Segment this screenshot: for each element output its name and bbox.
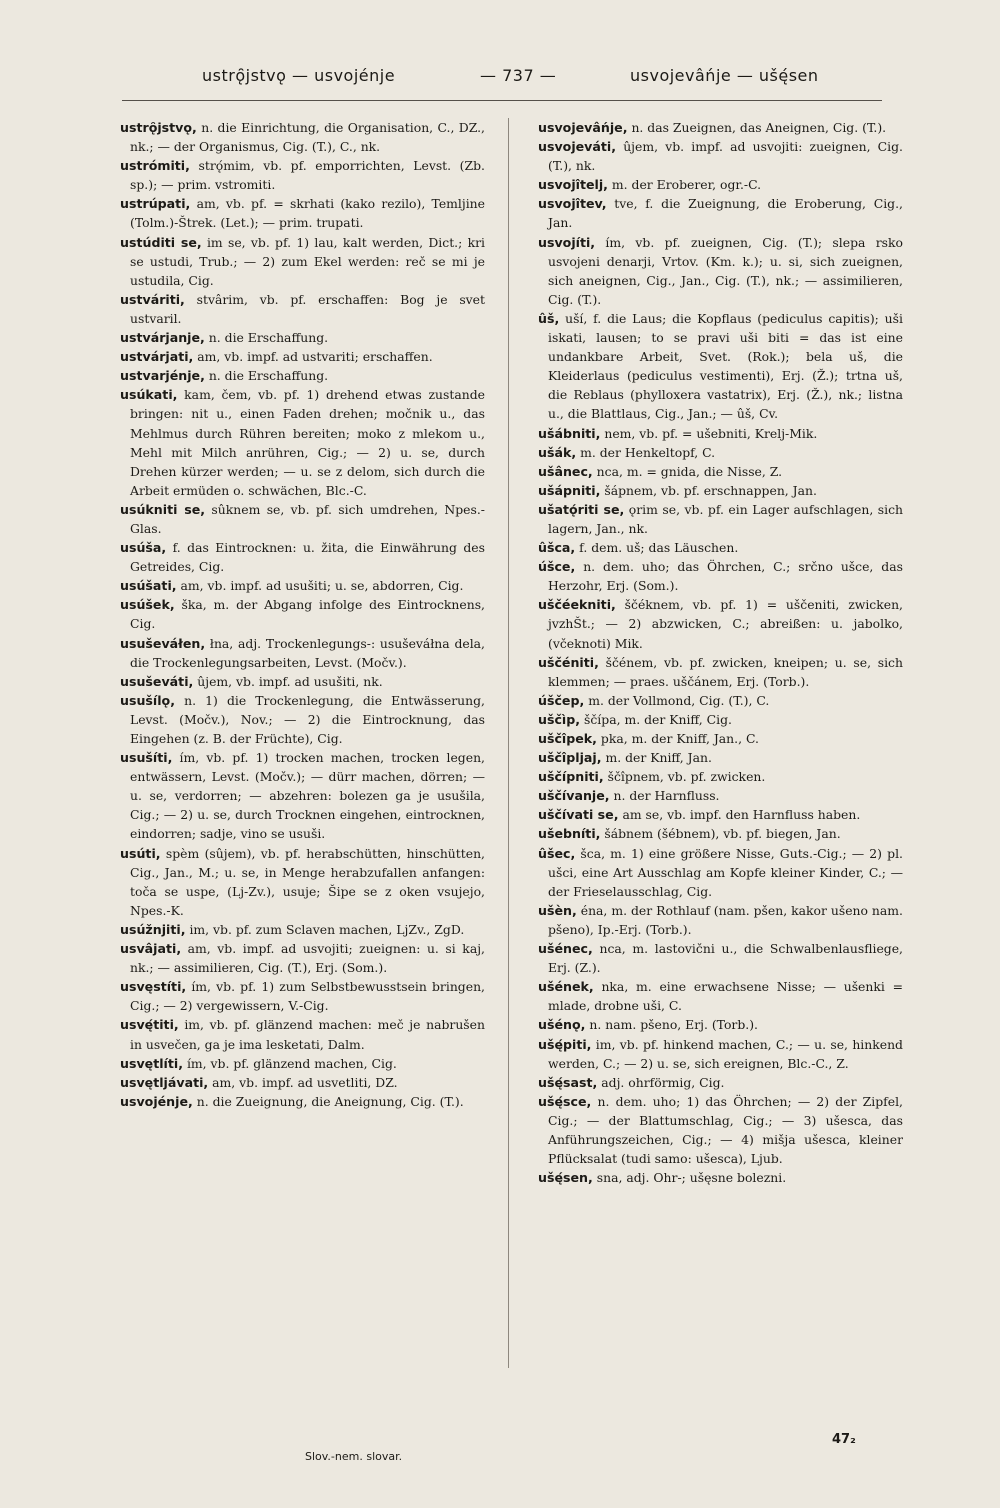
entry-body: ščípa, m. der Kniff, Cig. <box>584 711 732 727</box>
entry-headword: ustrǫ̑jstvǫ, <box>120 120 197 135</box>
dictionary-entry <box>538 786 903 805</box>
entry-body: f. das Eintrocknen: u. žita, die Einwährung des Getreides, Cig. <box>130 540 485 575</box>
dictionary-entry <box>120 634 485 672</box>
entry-body: ím, vb. pf. zueignen, Cig. (T.); slepa rsko usvojeni denarji, Vrtov. (Km. k.); u. si, sich zueignen, sich aneignen, Cig., Jan., Cig. (T.), nk.; — assimilieren, Cig. (T.). <box>548 234 903 307</box>
entry-headword: úšce, <box>538 559 576 575</box>
dictionary-entry <box>538 194 903 232</box>
entry-headword: ušák, <box>538 444 577 460</box>
entry-body: ûjem, vb. impf. ad usvojiti: zueignen, Cig. (T.), nk. <box>548 139 903 174</box>
entry-headword: usvâjati, <box>120 941 182 957</box>
dictionary-entry <box>538 691 903 710</box>
dictionary-entry <box>538 538 903 557</box>
entry-headword: ušénǫ, <box>538 1017 586 1033</box>
entry-body: nem, vb. pf. = ušebniti, Krelj-Mik. <box>604 425 818 441</box>
entry-headword: ušebníti, <box>538 826 601 842</box>
entry-body: ščéknem, vb. pf. 1) = uščeniti, zwicken, jvzhŠt.; — 2) abzwicken, C.; abreißen: u. jabolko, (včeknoti) Mik. <box>548 597 903 651</box>
entry-body: ím, vb. pf. 1) trocken machen, trocken legen, entwässern, Levst. (Močv.); — dürr machen, dörren; — u. se, verdorren; — abzehren: bolezen ga je usušila, Cig.; — 2) u. se, durch Trocknen eingehen, eintrocknen, eindorren; sadje, vino se usuši. <box>130 750 485 842</box>
entry-headword: ustrómiti, <box>120 158 190 174</box>
dictionary-entry <box>120 576 485 595</box>
entry-body: am, vb. impf. ad usvetliti, DZ. <box>212 1074 398 1090</box>
entry-body: im, vb. pf. zum Sclaven machen, LjZv., ZgD. <box>189 921 465 937</box>
dictionary-entry <box>538 462 903 481</box>
entry-body: éna, m. der Rothlauf (nam. pšen, kakor ušeno nam. pšeno), Ip.-Erj. (Torb.). <box>548 902 903 937</box>
entry-headword: ušénec, <box>538 941 593 957</box>
entry-headword: ušábniti, <box>538 425 601 441</box>
dictionary-entry <box>538 729 903 748</box>
entry-body: am, vb. impf. ad usušiti; u. se, abdorren, Cig. <box>180 578 464 594</box>
dictionary-entry <box>120 290 485 328</box>
entry-body: ščénem, vb. pf. zwicken, kneipen; u. se, sich klemmen; — praes. uščánem, Erj. (Torb.). <box>548 654 903 689</box>
entry-body: tve, f. die Zueignung, die Eroberung, Cig., Jan. <box>548 196 903 231</box>
entry-headword: ušèn, <box>538 902 577 918</box>
dictionary-entry <box>538 844 903 901</box>
right-column <box>538 118 903 1408</box>
entry-headword: usúša, <box>120 540 167 556</box>
entry-body: nka, m. eine erwachsene Nisse; — ušenki = mlade, drobne uši, C. <box>548 979 903 1014</box>
page-header <box>150 66 850 92</box>
entry-headword: usvętljávati, <box>120 1074 209 1090</box>
entry-headword: usúžnjiti, <box>120 921 186 937</box>
entry-body: m. der Eroberer, ogr.-C. <box>611 177 762 193</box>
dictionary-entry <box>538 443 903 462</box>
entry-headword: uščéekniti, <box>538 597 616 613</box>
entry-headword: ušę́sen, <box>538 1170 593 1186</box>
dictionary-entry <box>538 309 903 424</box>
dictionary-entry <box>538 595 903 652</box>
entry-body: ím, vb. pf. 1) zum Selbstbewusstsein bringen, Cig.; — 2) vergewissern, V.-Cig. <box>130 979 485 1014</box>
dictionary-entry <box>120 194 485 232</box>
entry-body: m. der Henkeltopf, C. <box>580 444 716 460</box>
dictionary-entry <box>538 1092 903 1168</box>
entry-body: ščîpnem, vb. pf. zwicken. <box>607 769 766 785</box>
entry-body: n. die Erschaffung. <box>208 368 329 384</box>
dictionary-entry <box>120 500 485 538</box>
entry-headword: ûšca, <box>538 540 576 556</box>
entry-body: im, vb. pf. glänzend machen: meč je nabrušen in usvečen, ga je ima lesketati, Dalm. <box>130 1017 485 1052</box>
dictionary-entry <box>538 233 903 309</box>
dictionary-entry <box>120 1092 485 1111</box>
dictionary-entry <box>120 939 485 977</box>
entry-body: n. nam. pšeno, Erj. (Torb.). <box>589 1017 758 1033</box>
entry-headword: uščéniti, <box>538 654 599 670</box>
entry-headword: usušíti, <box>120 750 173 766</box>
dictionary-entry <box>538 939 903 977</box>
dictionary-entry <box>120 538 485 576</box>
entry-body: am, vb. pf. = skrhati (kako rezilo), Temljine (Tolm.)-Štrek. (Let.); — prim. trupati. <box>130 196 485 231</box>
entry-headword: úščep, <box>538 692 585 708</box>
entry-body: f. dem. uš; das Läuschen. <box>579 540 739 556</box>
entry-headword: ustváriti, <box>120 291 185 307</box>
entry-body: nca, m. lastovični u., die Schwalbenlausfliege, Erj. (Z.). <box>548 941 903 976</box>
entry-headword: ušének, <box>538 979 594 995</box>
entry-body: n. 1) die Trockenlegung, die Entwässerung, Levst. (Močv.), Nov.; — 2) die Eintrocknung, das Eingehen (z. B. der Früchte), Cig. <box>130 692 485 746</box>
entry-headword: ušę́sce, <box>538 1093 592 1109</box>
entry-headword: usvęstíti, <box>120 979 187 995</box>
dictionary-entry <box>538 901 903 939</box>
entry-headword: ustvárjanje, <box>120 330 205 346</box>
entry-body: pka, m. der Kniff, Jan., C. <box>600 731 759 746</box>
left-column <box>120 118 485 1408</box>
entry-headword: ušę́sast, <box>538 1074 598 1090</box>
dictionary-entry <box>538 557 903 595</box>
dictionary-entry <box>120 328 485 347</box>
entry-body: uší, f. die Laus; die Kopflaus (pediculus capitis); uši iskati, lausen; to se pravi uši biti = das ist eine undankbare Arbeit, Svet. (Rok.); bela uš, die Kleiderlaus (pediculus vestimenti), Erj. (Ž.); trtna uš, die Reblaus (phylloxera vastatrix), Erj. (Ž.), nk.; listna u., die Blattlaus, Cig., Jan.; — ûš, Cv. <box>548 310 903 422</box>
entry-body: stvârim, vb. pf. erschaffen: Bog je svet ustvaril. <box>130 291 485 326</box>
entry-body: sûknem se, vb. pf. sich umdrehen, Npes.-Glas. <box>130 501 485 536</box>
entry-headword: ustrúpati, <box>120 196 191 212</box>
entry-headword: usvojîtelj, <box>538 177 608 193</box>
entry-body: n. der Harnfluss. <box>613 788 720 804</box>
dictionary-entry <box>538 1168 903 1187</box>
entry-body: sna, adj. Ohr-; ušęsne bolezni. <box>596 1170 787 1186</box>
entry-body: n. das Zueignen, das Aneignen, Cig. (T.). <box>631 120 887 135</box>
entry-body: šábnem (šébnem), vb. pf. biegen, Jan. <box>604 826 841 842</box>
dictionary-entry <box>120 385 485 500</box>
entry-headword: usúšek, <box>120 597 175 613</box>
entry-headword: uščîpek, <box>538 731 597 746</box>
dictionary-entry <box>120 156 485 194</box>
dictionary-entry <box>538 1015 903 1034</box>
dictionary-entry <box>120 595 485 633</box>
entry-body: am, vb. impf. ad ustvariti; erschaffen. <box>197 349 433 365</box>
dictionary-entry <box>538 748 903 767</box>
dictionary-entry <box>538 653 903 691</box>
dictionary-entry <box>538 1035 903 1073</box>
dictionary-entry <box>120 1054 485 1073</box>
dictionary-entry <box>120 366 485 385</box>
entry-headword: uščípniti, <box>538 769 604 785</box>
entry-body: adj. ohrförmig, Cig. <box>601 1074 725 1090</box>
entry-body: m. der Kniff, Jan. <box>605 750 712 766</box>
dictionary-entry <box>120 920 485 939</box>
dictionary-entry <box>120 1073 485 1092</box>
dictionary-entry <box>120 977 485 1015</box>
dictionary-entry <box>120 672 485 691</box>
entry-body: n. dem. uho; 1) das Öhrchen; — 2) der Zipfel, Cig.; — der Blattumschlag, Cig.; — 3) ušesca, das Anführungszeichen, Cig.; — 4) mišja ušesca, kleiner Pflücksalat (tudi samo: ušesca), Ljub. <box>548 1093 903 1167</box>
dictionary-entry <box>538 824 903 843</box>
entry-headword: usúkati, <box>120 387 178 403</box>
entry-body: n. die Zueignung, die Aneignung, Cig. (T.). <box>196 1093 464 1109</box>
dictionary-entry <box>538 137 903 175</box>
entry-body: am se, vb. impf. den Harnfluss haben. <box>622 807 861 823</box>
entry-body: am, vb. impf. ad usvojiti; zueignen: u. si kaj, nk.; — assimilieren, Cig. (T.), Erj. (Som.). <box>130 941 485 976</box>
dictionary-entry <box>538 805 903 824</box>
entry-headword: uščìp, <box>538 711 581 727</box>
entry-headword: usvojíti, <box>538 234 596 250</box>
entry-headword: ûšec, <box>538 845 576 861</box>
entry-body: spèm (sûjem), vb. pf. herabschütten, hinschütten, Cig., Jan., M.; u. se, in Menge herabzufallen anfangen: toča se uspe, (Lj-Zv.), usuje; Šipe se z oken vsujejo, Npes.-K. <box>130 845 485 918</box>
entry-body: ím, vb. pf. glänzend machen, Cig. <box>186 1055 397 1071</box>
dictionary-entry <box>120 1015 485 1053</box>
dictionary-entry <box>120 748 485 843</box>
entry-headword: ustvárjati, <box>120 349 194 365</box>
header-rule <box>122 100 882 101</box>
dictionary-entry <box>538 1073 903 1092</box>
dictionary-entry <box>120 844 485 920</box>
entry-headword: usušílǫ, <box>120 692 175 708</box>
entry-headword: usuševáłen, <box>120 635 206 651</box>
entry-headword: uščívati se, <box>538 807 619 823</box>
entry-body: n. dem. uho; das Öhrchen, C.; srčno ušce, das Herzohr, Erj. (Som.). <box>548 559 903 594</box>
entry-headword: usúti, <box>120 845 161 861</box>
dictionary-entry <box>120 347 485 366</box>
dictionary-entry <box>538 500 903 538</box>
entry-body: ûjem, vb. impf. ad usušiti, nk. <box>197 673 383 689</box>
header-left-guideword: ustrǫ̑jstvǫ — usvojénje <box>202 66 396 85</box>
entry-headword: uščîpljaj, <box>538 750 602 766</box>
dictionary-entry <box>538 767 903 786</box>
entry-body: šca, m. 1) eine größere Nisse, Guts.-Cig.; — 2) pl. ušci, eine Art Ausschlag am Kopfe kleiner Kinder, C.; — der Frieselausschlag, Cig. <box>548 845 903 899</box>
dictionary-entry <box>120 233 485 290</box>
entry-headword: usvętlíti, <box>120 1055 183 1071</box>
sheet-number: 47₂ <box>832 1432 856 1447</box>
entry-headword: ûš, <box>538 310 560 326</box>
entry-body: łna, adj. Trockenlegungs-: usuševáłna dela, die Trockenlegungsarbeiten, Levst. (Močv.). <box>130 635 485 670</box>
page-number: — 737 — <box>480 66 557 85</box>
entry-headword: ustvarjénje, <box>120 368 205 384</box>
header-right-guideword: usvojevâńje — ušę́sen <box>630 66 819 85</box>
dictionary-entry <box>538 175 903 194</box>
entry-body: n. die Erschaffung. <box>208 330 329 346</box>
column-divider <box>508 118 509 1368</box>
entry-body: kam, čem, vb. pf. 1) drehend etwas zustande bringen: nit u., einen Faden drehen; močnik u., das Mehlmus durch Rühren bereiten; moko z mlekom u., Mehl mit Milch anrühren, Cig.; — 2) u. se, durch Drehen kürzer werden; — u. se z delom, sich durch die Arbeit ermüden o. schwächen, Blc.-C. <box>130 387 485 498</box>
dictionary-entry <box>120 691 485 748</box>
entry-headword: uščívanje, <box>538 788 610 804</box>
entry-body: strǫ́mim, vb. pf. emporrichten, Levst. (Zb. sp.); — prim. vstromiti. <box>130 158 485 193</box>
entry-headword: usvę́titi, <box>120 1017 179 1033</box>
entry-body: n. die Einrichtung, die Organisation, C., DZ., nk.; — der Organismus, Cig. (T.), C., nk. <box>130 120 485 155</box>
entry-body: im se, vb. pf. 1) lau, kalt werden, Dict.; kri se ustudi, Trub.; — 2) zum Ekel werden: reč se mi je ustudila, Cig. <box>130 234 485 288</box>
entry-headword: usúšati, <box>120 578 177 594</box>
entry-headword: ušânec, <box>538 463 593 479</box>
entry-body: ǫrim se, vb. pf. ein Lager aufschlagen, sich lagern, Jan., nk. <box>548 501 903 536</box>
entry-headword: usúkniti se, <box>120 501 206 517</box>
entry-body: ška, m. der Abgang infolge des Eintrocknens, Cig. <box>130 597 485 632</box>
entry-body: im, vb. pf. hinkend machen, C.; — u. se, hinkend werden, C.; — 2) u. se, sich ereignen, Blc.-C., Z. <box>548 1036 903 1071</box>
dictionary-entry <box>538 424 903 443</box>
entry-headword: ušę́piti, <box>538 1036 592 1052</box>
dictionary-entry <box>538 118 903 137</box>
entry-headword: usvojeváti, <box>538 139 617 155</box>
dictionary-entry <box>538 710 903 729</box>
entry-headword: usvojénje, <box>120 1093 193 1109</box>
entry-headword: usvojîtev, <box>538 196 607 212</box>
dictionary-entry <box>120 118 485 156</box>
entry-headword: usuševáti, <box>120 673 194 689</box>
entry-body: nca, m. = gnida, die Nisse, Z. <box>596 463 783 479</box>
entry-headword: ustúditi se, <box>120 234 202 250</box>
entry-body: m. der Vollmond, Cig. (T.), C. <box>588 692 770 708</box>
entry-headword: usvojevâńje, <box>538 120 628 135</box>
entry-headword: ušatǫ́riti se, <box>538 501 625 517</box>
dictionary-entry <box>538 977 903 1015</box>
dictionary-entry <box>538 481 903 500</box>
sheet-signature: Slov.-nem. slovar. <box>305 1450 403 1463</box>
entry-headword: ušápniti, <box>538 482 601 498</box>
entry-body: šápnem, vb. pf. erschnappen, Jan. <box>604 482 817 498</box>
